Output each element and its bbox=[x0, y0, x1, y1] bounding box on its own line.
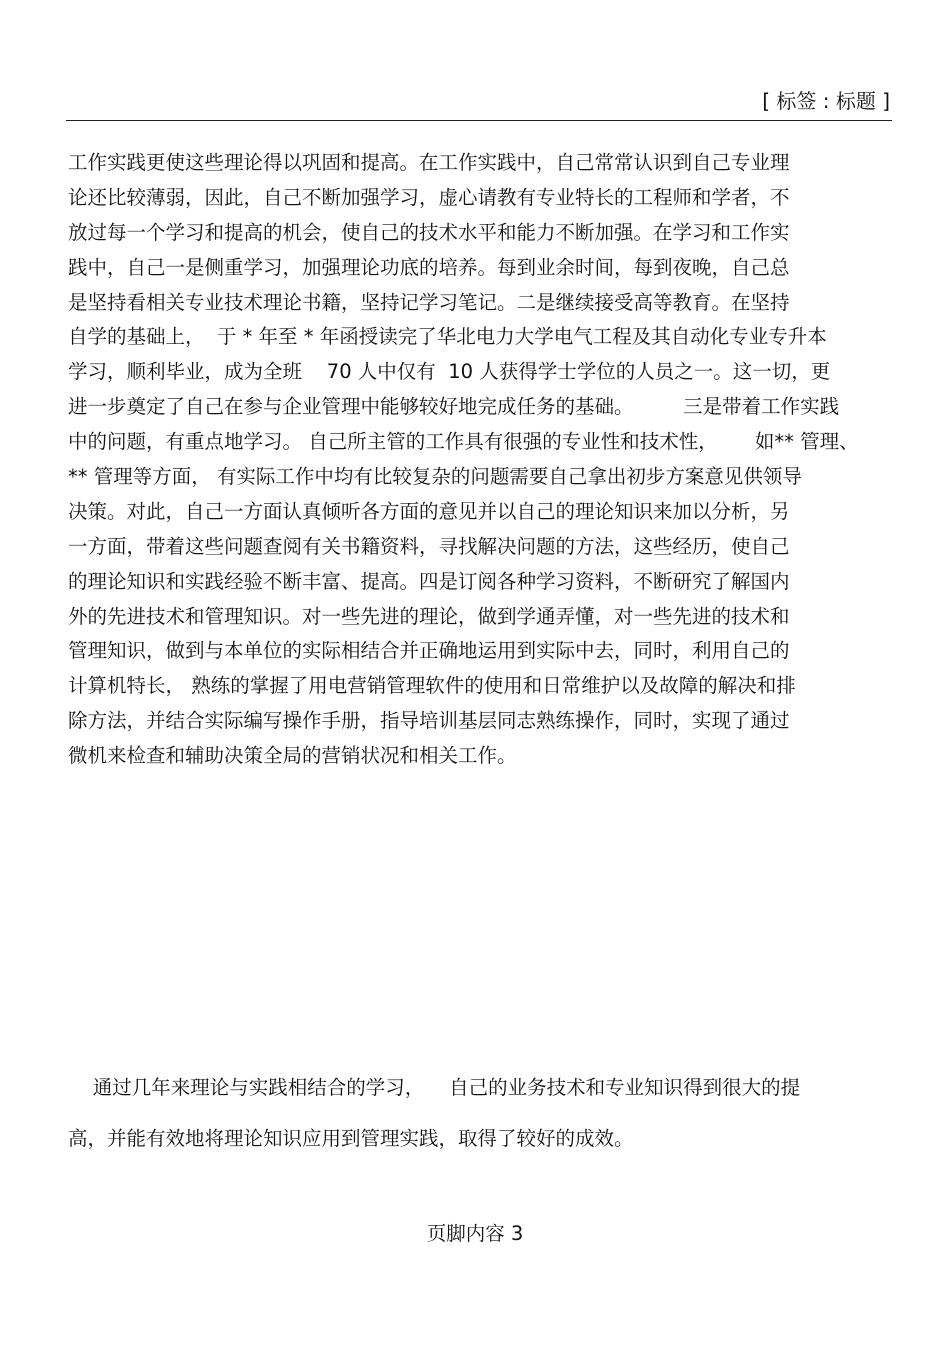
page-footer: 页脚内容 3 bbox=[426, 1222, 524, 1245]
text-line: 学习，顺利毕业，成为全班 70 人中仅有 10 人获得学士学位的人员之一。这一切，更 bbox=[68, 360, 831, 384]
text-line: 自学的基础上， 于 * 年至 * 年函授读完了华北电力大学电气工程及其自动化专业专升本 bbox=[68, 325, 827, 349]
text-line: 的理论知识和实践经验不断丰富、提高。四是订阅各种学习资料，不断研究了解国内 bbox=[68, 569, 790, 593]
text-line: 微机来检查和辅助决策全局的营销状况和相关工作。 bbox=[68, 744, 517, 768]
text-line: 计算机特长， 熟练的掌握了用电营销管理软件的使用和日常维护以及故障的解决和排 bbox=[68, 674, 796, 698]
text-line: 管理知识，做到与本单位的实际相结合并正确地运用到实际中去，同时，利用自己的 bbox=[68, 639, 790, 663]
text-line: 放过每一个学习和提高的机会，使自己的技术水平和能力不断加强。在学习和工作实 bbox=[68, 220, 790, 244]
text-line: 外的先进技术和管理知识。对一些先进的理论，做到学通弄懂，对一些先进的技术和 bbox=[68, 604, 790, 628]
body-paragraph-1 bbox=[68, 146, 894, 774]
text-line: 工作实践更使这些理论得以巩固和提高。在工作实践中，自己常常认识到自己专业理 bbox=[68, 151, 790, 174]
text-line: 践中，自己一是侧重学习，加强理论功底的培养。每到业余时间，每到夜晚，自己总 bbox=[68, 255, 790, 279]
header-tag: [ 标签 : 标题 ] bbox=[762, 89, 890, 113]
text-line: 决策。对此，自己一方面认真倾听各方面的意见并以自己的理论知识来加以分析，另 bbox=[68, 499, 790, 523]
body-paragraph-2 bbox=[68, 1062, 894, 1164]
text-line: 中的问题，有重点地学习。 自己所主管的工作具有很强的专业性和技术性， 如** 管理、 bbox=[68, 430, 859, 454]
text-line: 是坚持看相关专业技术理论书籍，坚持记学习笔记。二是继续接受高等教育。在坚持 bbox=[68, 290, 790, 314]
text-line: 进一步奠定了自己在参与企业管理中能够较好地完成任务的基础。 三是带着工作实践 bbox=[68, 395, 840, 419]
text-line: ** 管理等方面， 有实际工作中均有比较复杂的问题需要自己拿出初步方案意见供领导 bbox=[68, 465, 802, 489]
header-divider bbox=[66, 120, 892, 121]
text-line: 论还比较薄弱，因此，自己不断加强学习，虚心请教有专业特长的工程师和学者，不 bbox=[68, 185, 790, 209]
text-line: 除方法，并结合实际编写操作手册，指导培训基层同志熟练操作，同时，实现了通过 bbox=[68, 709, 790, 733]
text-line: 高，并能有效地将理论知识应用到管理实践，取得了较好的成效。 bbox=[68, 1127, 634, 1150]
text-line: 一方面，带着这些问题查阅有关书籍资料，寻找解决问题的方法，这些经历，使自己 bbox=[68, 534, 790, 558]
text-line: 通过几年来理论与实践相结合的学习， 自己的业务技术和专业知识得到很大的提 bbox=[68, 1076, 801, 1099]
